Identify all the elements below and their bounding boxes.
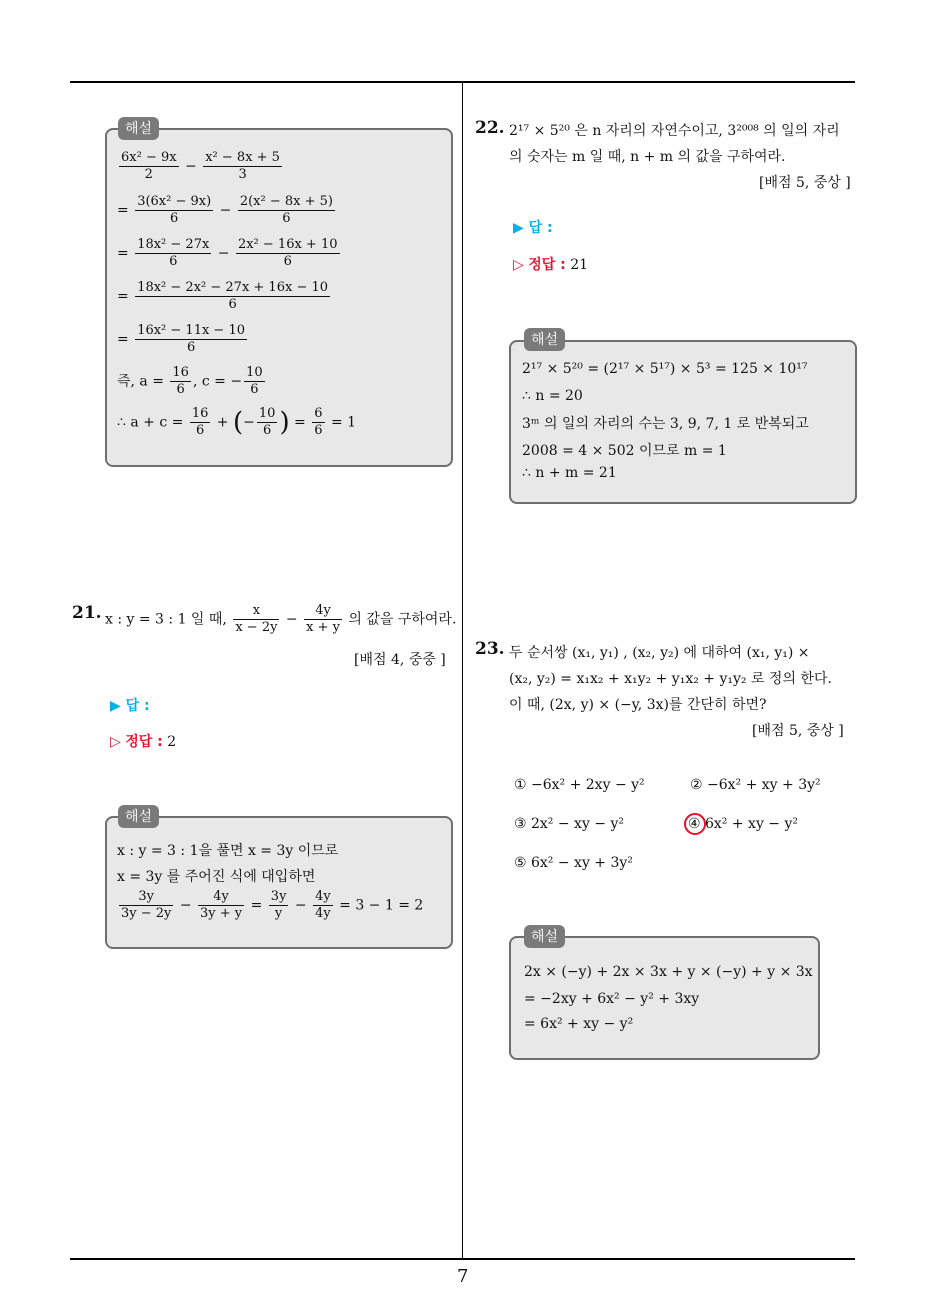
question-22-meta: [배점 5, 중상 ] <box>759 175 851 191</box>
selected-answer-circle <box>684 813 706 835</box>
solution-20-line-6: 즉, a = $\frac{16}{6}$ , c = − $\frac{10}{6}$ <box>117 365 263 397</box>
solution-22-line-2: ∴ n = 20 <box>522 388 583 404</box>
solution-20-line-2: = $\frac{\text{3(6x² − 9x)}}{6}$ − $\frac{\text{2(x² − 8x + 5)}}{6}$ <box>117 194 333 226</box>
solution-22-line-5: ∴ n + m = 21 <box>522 465 617 481</box>
solution-20-line-7: ∴ a + c = $\frac{16}{6}$ + (− $\frac{10}{6}$ ) = $\frac{6}{6}$ = 1 <box>117 406 357 438</box>
choice-1[interactable]: ① −6x² + 2xy − y² <box>514 777 645 793</box>
question-21-meta: [배점 4, 중중 ] <box>354 652 446 668</box>
solution-21-line-3: $\frac{3y}{3y - 2y}$ − $\frac{4y}{3y + y}$ = $\frac{3y}{y}$ − $\frac{4y}{4y}$ = 3 − 1 = 2 <box>121 889 424 921</box>
solution-22-line-1: 2¹⁷ × 5²⁰ = (2¹⁷ × 5¹⁷) × 5³ = 125 × 10¹⁷ <box>522 361 808 377</box>
question-23-line-3: 이 때, (2x, y) × (−y, 3x)를 간단히 하면? <box>509 697 767 713</box>
solution-tag-22: 해설 <box>524 328 565 351</box>
solution-tag-20: 해설 <box>118 117 159 140</box>
page-number: 7 <box>457 1266 469 1287</box>
choice-5[interactable]: ⑤ 6x² − xy + 3y² <box>514 855 633 871</box>
solution-22-line-4: 2008 = 4 × 502 이므로 m = 1 <box>522 443 727 459</box>
solution-20-line-3: = $\frac{\text{18x² − 27x}}{6}$ − $\frac{\text{2x² − 16x + 10}}{6}$ <box>117 237 338 269</box>
solution-21-line-2: x = 3y 를 주어진 식에 대입하면 <box>117 869 316 885</box>
solution-tag-21: 해설 <box>118 805 159 828</box>
solution-23-line-2: = −2xy + 6x² − y² + 3xy <box>524 991 700 1007</box>
solution-20-line-4: = $\frac{\text{18x² − 2x² − 27x + 16x − 10}}{6}$ <box>117 280 329 312</box>
question-23-meta: [배점 5, 중상 ] <box>752 723 844 739</box>
solution-tag-23: 해설 <box>524 925 565 948</box>
choice-2[interactable]: ② −6x² + xy + 3y² <box>690 777 821 793</box>
solution-22-line-3: 3ᵐ 의 일의 자리의 수는 3, 9, 7, 1 로 반복되고 <box>522 416 809 432</box>
question-23-number: 23. <box>475 639 505 659</box>
solution-20-line-1: $\frac{\text{6x² − 9x}}{2}$ − $\frac{\text{x² − 8x + 5}}{3}$ <box>121 150 280 182</box>
choice-4[interactable]: ④ 6x² + xy − y² <box>688 816 799 832</box>
question-21-text: x : y = 3 : 1 일 때, $\frac{x}{x - 2y}$ − $\frac{4y}{x + y}$ 의 값을 구하여라. <box>105 603 457 635</box>
question-23-line-2: (x₂, y₂) = x₁x₂ + x₁y₂ + y₁x₂ + y₁y₂ 로 정의 한다. <box>509 671 832 687</box>
question-23-line-1: 두 순서쌍 (x₁, y₁) , (x₂, y₂) 에 대하여 (x₁, y₁) × <box>509 645 810 661</box>
question-22-correct-answer: ▷ 정답 : 21 <box>513 257 589 273</box>
bottom-rule <box>70 1258 855 1260</box>
choice-3[interactable]: ③ 2x² − xy − y² <box>514 816 625 832</box>
question-22-answer-label: ▶ 답 : <box>513 220 553 236</box>
solution-23-line-1: 2x × (−y) + 2x × 3x + y × (−y) + y × 3x <box>524 964 813 980</box>
solution-20-line-5: = $\frac{\text{16x² − 11x − 10}}{6}$ <box>117 323 246 355</box>
question-22-line-1: 2¹⁷ × 5²⁰ 은 n 자리의 자연수이고, 3²⁰⁰⁸ 의 일의 자리 <box>509 123 840 139</box>
question-21-correct-answer: ▷ 정답 : 2 <box>110 734 177 750</box>
solution-21-line-1: x : y = 3 : 1을 풀면 x = 3y 이므로 <box>117 843 339 859</box>
column-divider <box>462 83 463 1259</box>
question-21-answer-label: ▶ 답 : <box>110 698 150 714</box>
question-22-line-2: 의 숫자는 m 일 때, n + m 의 값을 구하여라. <box>509 149 786 165</box>
question-21-number: 21. <box>72 603 102 623</box>
question-22-number: 22. <box>475 118 505 138</box>
solution-23-line-3: = 6x² + xy − y² <box>524 1016 634 1032</box>
